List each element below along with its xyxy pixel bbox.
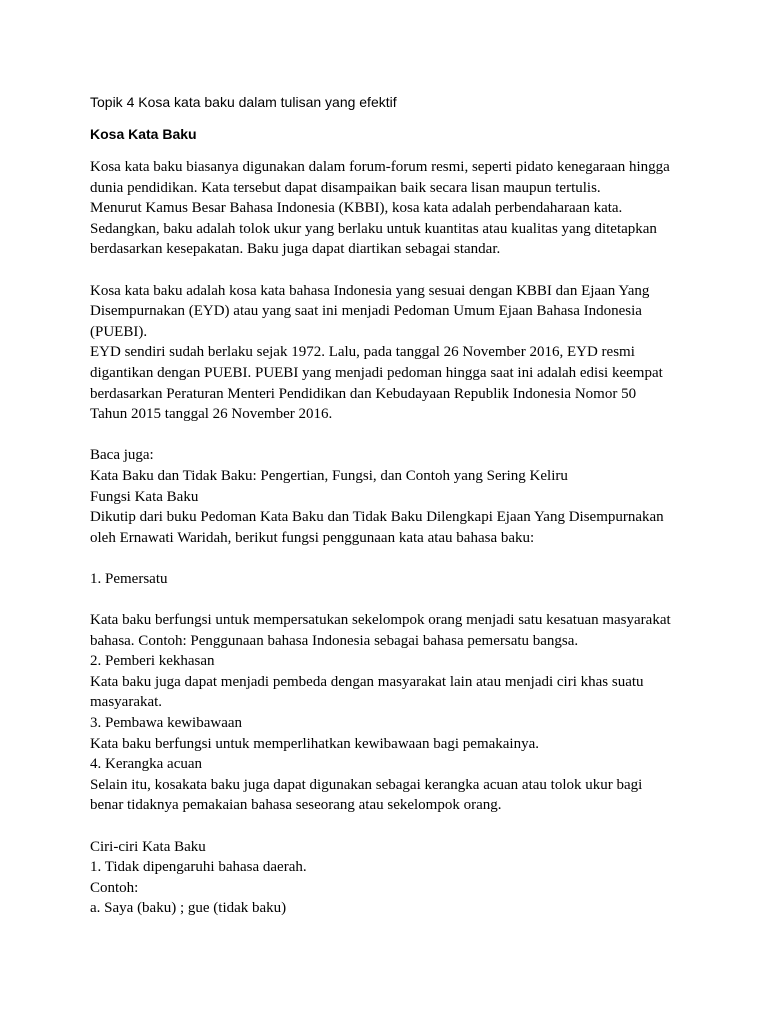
text-line: Tahun 2015 tanggal 26 November 2016. (90, 406, 333, 423)
text-line: EYD sendiri sudah berlaku sejak 1972. Lalu, pada tanggal 26 November 2016, EYD resmi (90, 344, 635, 361)
text-line: Disempurnakan (EYD) atau yang saat ini menjadi Pedoman Umum Ejaan Bahasa Indonesia (90, 303, 642, 320)
text-line: 4. Kerangka acuan (90, 756, 203, 773)
blank-line (90, 548, 690, 569)
text-line: (PUEBI). (90, 323, 148, 340)
text-line: 3. Pembawa kewibawaan (90, 715, 243, 732)
text-line: oleh Ernawati Waridah, berikut fungsi penggunaan kata atau bahasa baku: (90, 529, 535, 546)
blank-line (90, 260, 690, 281)
text-line: Menurut Kamus Besar Bahasa Indonesia (KBBI), kosa kata adalah perbendaharaan kata. (90, 200, 623, 217)
text-line: Kata Baku dan Tidak Baku: Pengertian, Fungsi, dan Contoh yang Sering Keliru (90, 467, 568, 484)
document-page (90, 92, 690, 919)
text-line: Selain itu, kosakata baku juga dapat digunakan sebagai kerangka acuan atau tolok ukur bagi (90, 776, 643, 793)
text-line: Kata baku juga dapat menjadi pembeda dengan masyarakat lain atau menjadi ciri khas suatu (90, 673, 644, 690)
text-line: Kata baku berfungsi untuk memperlihatkan kewibawaan bagi pemakainya. (90, 735, 540, 752)
text-line: bahasa. Contoh: Penggunaan bahasa Indonesia sebagai bahasa pemersatu bangsa. (90, 632, 579, 649)
text-line: masyarakat. (90, 694, 163, 711)
text-line: 1. Pemersatu (90, 570, 168, 587)
text-line: berdasarkan kesepakatan. Baku juga dapat diartikan sebagai standar. (90, 241, 501, 258)
section-heading: Kosa Kata Baku (90, 126, 197, 142)
text-line: 1. Tidak dipengaruhi bahasa daerah. (90, 859, 307, 876)
text-line: Fungsi Kata Baku (90, 488, 199, 505)
text-line: dunia pendidikan. Kata tersebut dapat disampaikan baik secara lisan maupun tertulis. (90, 179, 601, 196)
blank-line (90, 425, 690, 446)
text-line: a. Saya (baku) ; gue (tidak baku) (90, 900, 287, 917)
text-line: benar tidaknya pemakaian bahasa seseorang atau sekelompok orang. (90, 797, 502, 814)
text-line: digantikan dengan PUEBI. PUEBI yang menjadi pedoman hingga saat ini adalah edisi keempat (90, 364, 663, 381)
blank-line (90, 816, 690, 837)
document-body (90, 157, 690, 919)
text-line: berdasarkan Peraturan Menteri Pendidikan dan Kebudayaan Republik Indonesia Nomor 50 (90, 385, 637, 402)
text-line: Ciri-ciri Kata Baku (90, 838, 206, 855)
blank-line (90, 589, 690, 610)
text-line: Sedangkan, baku adalah tolok ukur yang berlaku untuk kuantitas atau kualitas yang ditetapkan (90, 220, 657, 237)
text-line: Kata baku berfungsi untuk mempersatukan sekelompok orang menjadi satu kesatuan masyarakat (90, 612, 671, 629)
text-line: Baca juga: (90, 447, 154, 464)
text-line: Kosa kata baku adalah kosa kata bahasa Indonesia yang sesuai dengan KBBI dan Ejaan Yang (90, 282, 650, 299)
topic-title: Topik 4 Kosa kata baku dalam tulisan yang efektif (90, 94, 397, 110)
text-line: Contoh: (90, 879, 139, 896)
text-line: Kosa kata baku biasanya digunakan dalam forum-forum resmi, seperti pidato kenegaraan hingga (90, 159, 670, 175)
text-line: Dikutip dari buku Pedoman Kata Baku dan Tidak Baku Dilengkapi Ejaan Yang Disempurnakan (90, 509, 664, 526)
text-line: 2. Pemberi kekhasan (90, 653, 215, 670)
